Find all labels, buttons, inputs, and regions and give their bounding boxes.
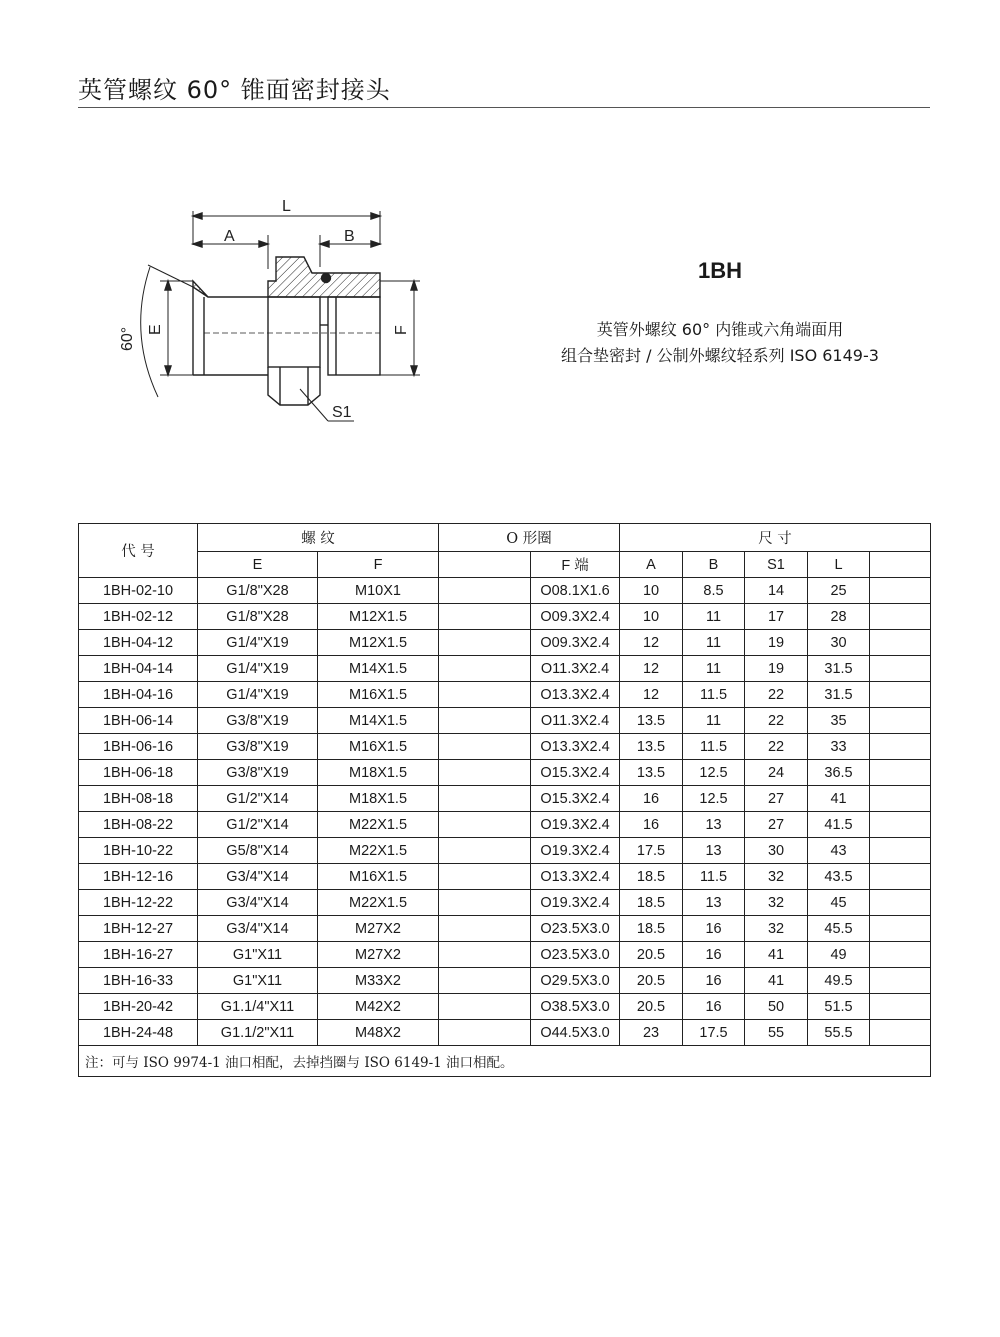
- cell-thread-E: G3/8"X19: [198, 708, 318, 734]
- model-code: 1BH: [697, 258, 742, 283]
- cell-dim-S1: 32: [745, 864, 808, 890]
- dim-label-A: A: [224, 228, 235, 245]
- cell-oring: O19.3X2.4: [531, 890, 620, 916]
- cell-blank: [439, 760, 531, 786]
- column-header-B: B: [683, 552, 745, 578]
- cell-code: 1BH-20-42: [79, 994, 198, 1020]
- cell-dim-B: 12.5: [683, 786, 745, 812]
- cell-code: 1BH-08-22: [79, 812, 198, 838]
- header-code: 代 号: [79, 524, 198, 578]
- cell-code: 1BH-10-22: [79, 838, 198, 864]
- cell-dim-L: 45: [808, 890, 870, 916]
- cell-oring: O09.3X2.4: [531, 604, 620, 630]
- cell-dim-L: 36.5: [808, 760, 870, 786]
- cell-blank: [439, 630, 531, 656]
- cell-dim-B: 11: [683, 708, 745, 734]
- cell-dim-A: 17.5: [620, 838, 683, 864]
- cell-extra: [870, 734, 931, 760]
- dim-label-B: B: [344, 228, 355, 245]
- cell-code: 1BH-16-27: [79, 942, 198, 968]
- cell-dim-S1: 55: [745, 1020, 808, 1046]
- cell-dim-B: 11: [683, 604, 745, 630]
- cell-thread-F: M48X2: [318, 1020, 439, 1046]
- cell-thread-E: G1/2"X14: [198, 786, 318, 812]
- cell-dim-A: 13.5: [620, 708, 683, 734]
- cell-code: 1BH-08-18: [79, 786, 198, 812]
- cell-thread-F: M33X2: [318, 968, 439, 994]
- cell-thread-E: G3/4"X14: [198, 864, 318, 890]
- cell-extra: [870, 682, 931, 708]
- cell-blank: [439, 578, 531, 604]
- cell-dim-L: 33: [808, 734, 870, 760]
- cell-extra: [870, 916, 931, 942]
- cell-dim-S1: 24: [745, 760, 808, 786]
- cell-dim-A: 10: [620, 604, 683, 630]
- dim-label-S1: S1: [332, 404, 352, 421]
- table-row: [79, 656, 931, 682]
- table-row: [79, 890, 931, 916]
- cell-dim-A: 18.5: [620, 916, 683, 942]
- header-oring-group: O 形圈: [439, 524, 620, 552]
- cell-dim-A: 18.5: [620, 890, 683, 916]
- cell-oring: O44.5X3.0: [531, 1020, 620, 1046]
- cell-blank: [439, 942, 531, 968]
- column-header-extra: [870, 552, 931, 578]
- cell-dim-B: 11: [683, 656, 745, 682]
- column-header-F-end: F 端: [531, 552, 620, 578]
- cell-code: 1BH-06-18: [79, 760, 198, 786]
- cell-dim-S1: 41: [745, 968, 808, 994]
- cell-dim-B: 11.5: [683, 682, 745, 708]
- cell-dim-L: 31.5: [808, 656, 870, 682]
- cell-dim-B: 17.5: [683, 1020, 745, 1046]
- cell-dim-L: 43: [808, 838, 870, 864]
- cell-dim-L: 31.5: [808, 682, 870, 708]
- cell-dim-A: 16: [620, 786, 683, 812]
- table-row: [79, 734, 931, 760]
- cell-dim-L: 35: [808, 708, 870, 734]
- cell-extra: [870, 812, 931, 838]
- cell-dim-B: 11: [683, 630, 745, 656]
- cell-code: 1BH-12-27: [79, 916, 198, 942]
- cell-dim-L: 49.5: [808, 968, 870, 994]
- cell-dim-A: 23: [620, 1020, 683, 1046]
- table-row: [79, 786, 931, 812]
- table-row: [79, 604, 931, 630]
- cell-dim-A: 12: [620, 630, 683, 656]
- column-header-E: E: [198, 552, 318, 578]
- angle-label: 60°: [119, 326, 136, 351]
- cell-oring: O08.1X1.6: [531, 578, 620, 604]
- cell-extra: [870, 630, 931, 656]
- cell-thread-E: G3/8"X19: [198, 734, 318, 760]
- cell-code: 1BH-24-48: [79, 1020, 198, 1046]
- cell-dim-B: 13: [683, 890, 745, 916]
- cell-thread-F: M14X1.5: [318, 708, 439, 734]
- cell-thread-F: M18X1.5: [318, 786, 439, 812]
- table-row: [79, 708, 931, 734]
- column-header-blank: [439, 552, 531, 578]
- cell-dim-B: 16: [683, 942, 745, 968]
- cell-thread-E: G1"X11: [198, 942, 318, 968]
- cell-oring: O38.5X3.0: [531, 994, 620, 1020]
- cell-dim-A: 20.5: [620, 942, 683, 968]
- cell-blank: [439, 812, 531, 838]
- cell-dim-B: 8.5: [683, 578, 745, 604]
- cell-blank: [439, 994, 531, 1020]
- cell-blank: [439, 916, 531, 942]
- cell-dim-B: 12.5: [683, 760, 745, 786]
- cell-dim-B: 16: [683, 968, 745, 994]
- cell-code: 1BH-12-22: [79, 890, 198, 916]
- column-header-S1: S1: [745, 552, 808, 578]
- cell-dim-B: 11.5: [683, 864, 745, 890]
- cell-blank: [439, 864, 531, 890]
- cell-thread-F: M16X1.5: [318, 734, 439, 760]
- cell-oring: O23.5X3.0: [531, 916, 620, 942]
- cell-thread-E: G1/4"X19: [198, 682, 318, 708]
- cell-dim-S1: 27: [745, 812, 808, 838]
- table-row: [79, 630, 931, 656]
- cell-code: 1BH-04-14: [79, 656, 198, 682]
- cell-blank: [439, 1020, 531, 1046]
- cell-dim-S1: 22: [745, 682, 808, 708]
- cell-blank: [439, 968, 531, 994]
- cell-blank: [439, 838, 531, 864]
- cell-blank: [439, 682, 531, 708]
- cell-thread-F: M27X2: [318, 916, 439, 942]
- cell-thread-F: M27X2: [318, 942, 439, 968]
- cell-extra: [870, 786, 931, 812]
- cell-extra: [870, 578, 931, 604]
- cell-dim-S1: 14: [745, 578, 808, 604]
- cell-dim-B: 16: [683, 916, 745, 942]
- table-row: [79, 968, 931, 994]
- table-note: 注：可与 ISO 9974-1 油口相配，去掉挡圈与 ISO 6149-1 油口相配。: [79, 1046, 931, 1077]
- column-header-A: A: [620, 552, 683, 578]
- product-description-line-2: 组合垫密封 / 公制外螺纹轻系列 ISO 6149-3: [561, 346, 879, 365]
- cell-dim-A: 20.5: [620, 994, 683, 1020]
- cell-extra: [870, 760, 931, 786]
- cell-code: 1BH-04-12: [79, 630, 198, 656]
- cell-extra: [870, 994, 931, 1020]
- dim-label-L: L: [282, 198, 291, 215]
- cell-dim-S1: 22: [745, 734, 808, 760]
- cell-thread-E: G3/4"X14: [198, 916, 318, 942]
- cell-dim-A: 10: [620, 578, 683, 604]
- cell-blank: [439, 786, 531, 812]
- cell-dim-L: 49: [808, 942, 870, 968]
- cell-thread-F: M14X1.5: [318, 656, 439, 682]
- cell-thread-E: G1.1/4"X11: [198, 994, 318, 1020]
- cell-dim-L: 41: [808, 786, 870, 812]
- table-row: [79, 994, 931, 1020]
- cell-thread-E: G1/8"X28: [198, 578, 318, 604]
- cell-thread-F: M18X1.5: [318, 760, 439, 786]
- cell-oring: O19.3X2.4: [531, 838, 620, 864]
- cell-oring: O13.3X2.4: [531, 734, 620, 760]
- cell-code: 1BH-06-16: [79, 734, 198, 760]
- cell-dim-S1: 32: [745, 916, 808, 942]
- cell-blank: [439, 734, 531, 760]
- cell-extra: [870, 864, 931, 890]
- cell-code: 1BH-02-10: [79, 578, 198, 604]
- cell-dim-B: 16: [683, 994, 745, 1020]
- cell-dim-S1: 30: [745, 838, 808, 864]
- cell-oring: O19.3X2.4: [531, 812, 620, 838]
- cell-thread-E: G1/8"X28: [198, 604, 318, 630]
- cell-blank: [439, 604, 531, 630]
- cell-dim-A: 12: [620, 682, 683, 708]
- table-row: [79, 760, 931, 786]
- cell-dim-S1: 19: [745, 656, 808, 682]
- cell-code: 1BH-16-33: [79, 968, 198, 994]
- cell-thread-E: G3/8"X19: [198, 760, 318, 786]
- cell-dim-L: 41.5: [808, 812, 870, 838]
- cell-thread-F: M16X1.5: [318, 864, 439, 890]
- cell-dim-S1: 22: [745, 708, 808, 734]
- table-row: [79, 812, 931, 838]
- cell-thread-E: G1.1/2"X11: [198, 1020, 318, 1046]
- cell-oring: O13.3X2.4: [531, 864, 620, 890]
- cell-oring: O13.3X2.4: [531, 682, 620, 708]
- dim-label-E: E: [147, 324, 164, 335]
- cell-blank: [439, 708, 531, 734]
- cell-extra: [870, 708, 931, 734]
- cell-thread-E: G5/8"X14: [198, 838, 318, 864]
- cell-extra: [870, 968, 931, 994]
- cell-dim-S1: 50: [745, 994, 808, 1020]
- cell-dim-L: 45.5: [808, 916, 870, 942]
- specification-table-body: [79, 578, 931, 1046]
- header-dimensions-group: 尺 寸: [620, 524, 931, 552]
- table-row: [79, 838, 931, 864]
- cell-thread-F: M16X1.5: [318, 682, 439, 708]
- cell-code: 1BH-04-16: [79, 682, 198, 708]
- cell-code: 1BH-12-16: [79, 864, 198, 890]
- cell-dim-B: 13: [683, 838, 745, 864]
- cell-dim-S1: 19: [745, 630, 808, 656]
- cell-oring: O23.5X3.0: [531, 942, 620, 968]
- cell-blank: [439, 656, 531, 682]
- cell-extra: [870, 942, 931, 968]
- cell-thread-E: G1/2"X14: [198, 812, 318, 838]
- title-divider: [78, 107, 930, 108]
- cell-blank: [439, 890, 531, 916]
- cell-thread-F: M12X1.5: [318, 630, 439, 656]
- cell-thread-F: M22X1.5: [318, 838, 439, 864]
- cell-oring: O09.3X2.4: [531, 630, 620, 656]
- cell-thread-F: M22X1.5: [318, 812, 439, 838]
- table-row: [79, 916, 931, 942]
- cell-dim-L: 51.5: [808, 994, 870, 1020]
- cell-dim-A: 20.5: [620, 968, 683, 994]
- cell-oring: O15.3X2.4: [531, 786, 620, 812]
- cell-dim-B: 13: [683, 812, 745, 838]
- table-row: [79, 1020, 931, 1046]
- cell-thread-F: M42X2: [318, 994, 439, 1020]
- cell-dim-S1: 41: [745, 942, 808, 968]
- dim-label-F: F: [393, 325, 410, 335]
- cell-oring: O11.3X2.4: [531, 656, 620, 682]
- cell-code: 1BH-06-14: [79, 708, 198, 734]
- cell-dim-L: 55.5: [808, 1020, 870, 1046]
- cell-thread-E: G1/4"X19: [198, 630, 318, 656]
- cell-dim-A: 13.5: [620, 760, 683, 786]
- cell-dim-A: 16: [620, 812, 683, 838]
- column-header-L: L: [808, 552, 870, 578]
- header-thread-group: 螺 纹: [198, 524, 439, 552]
- cell-extra: [870, 604, 931, 630]
- page-title: 英管螺纹 60° 锥面密封接头: [78, 76, 391, 104]
- cell-thread-E: G3/4"X14: [198, 890, 318, 916]
- cell-oring: O29.5X3.0: [531, 968, 620, 994]
- cell-thread-E: G1"X11: [198, 968, 318, 994]
- cell-thread-F: M12X1.5: [318, 604, 439, 630]
- column-header-F: F: [318, 552, 439, 578]
- cell-dim-S1: 27: [745, 786, 808, 812]
- cell-extra: [870, 656, 931, 682]
- cell-dim-S1: 17: [745, 604, 808, 630]
- cell-thread-E: G1/4"X19: [198, 656, 318, 682]
- cell-oring: O15.3X2.4: [531, 760, 620, 786]
- cell-dim-A: 12: [620, 656, 683, 682]
- table-row: [79, 682, 931, 708]
- cell-dim-L: 25: [808, 578, 870, 604]
- specification-table: [78, 523, 931, 1077]
- cell-extra: [870, 1020, 931, 1046]
- table-row: [79, 942, 931, 968]
- cell-dim-L: 30: [808, 630, 870, 656]
- cell-dim-A: 13.5: [620, 734, 683, 760]
- cell-extra: [870, 838, 931, 864]
- cell-oring: O11.3X2.4: [531, 708, 620, 734]
- product-description-line-1: 英管外螺纹 60° 内锥或六角端面用: [596, 320, 844, 339]
- cell-extra: [870, 890, 931, 916]
- cell-dim-L: 43.5: [808, 864, 870, 890]
- cell-dim-A: 18.5: [620, 864, 683, 890]
- cell-dim-B: 11.5: [683, 734, 745, 760]
- fitting-technical-drawing: [100, 185, 460, 445]
- cell-dim-S1: 32: [745, 890, 808, 916]
- cell-thread-F: M22X1.5: [318, 890, 439, 916]
- table-row: [79, 578, 931, 604]
- cell-code: 1BH-02-12: [79, 604, 198, 630]
- table-row: [79, 864, 931, 890]
- cell-dim-L: 28: [808, 604, 870, 630]
- cell-thread-F: M10X1: [318, 578, 439, 604]
